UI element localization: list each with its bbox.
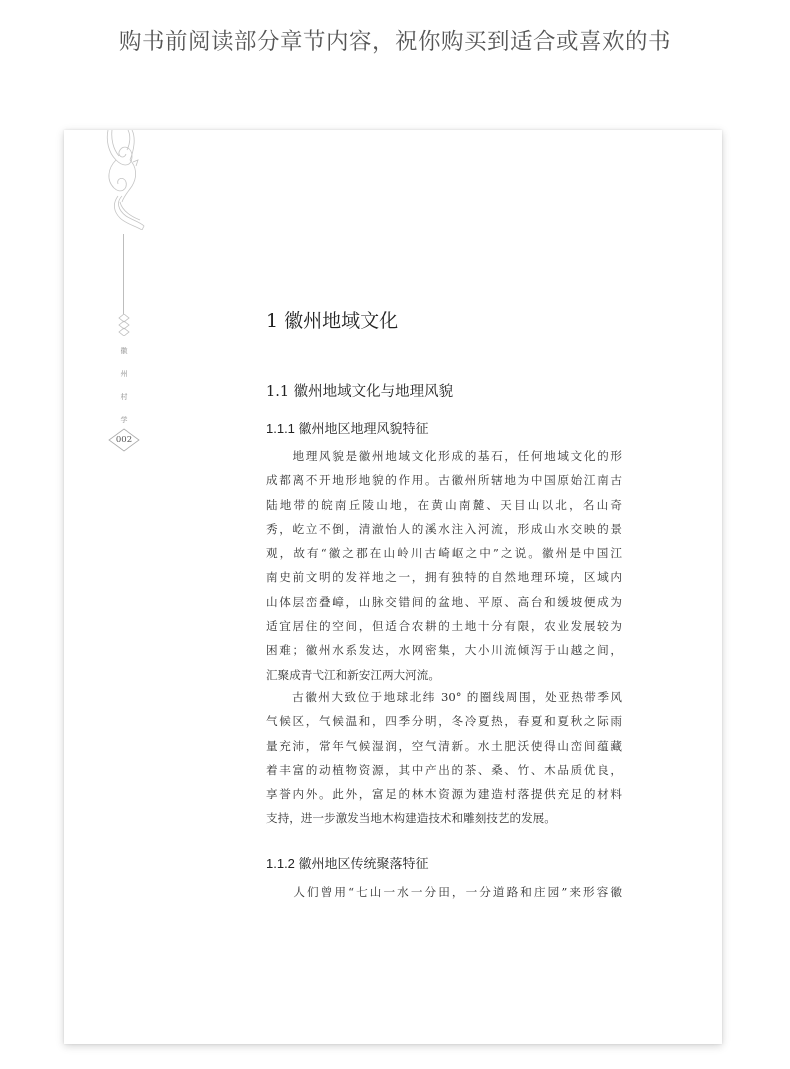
text-line: 秀，屹立不倒，清澈怡人的溪水注入河流，形成山水交映的景 xyxy=(266,521,622,536)
margin-divider-line xyxy=(123,234,124,314)
text-line: 量充沛，常年气候湿润，空气清新。水土肥沃使得山峦间蕴藏 xyxy=(266,738,622,753)
text-line: 人们曾用“七山一水一分田，一分道路和庄园”来形容徽 xyxy=(266,885,622,899)
running-head-char: 徽 xyxy=(120,347,128,355)
text-line: 陆地带的皖南丘陵山地，在黄山南麓、天目山以北，名山奇 xyxy=(266,497,622,512)
body-paragraph xyxy=(266,880,622,904)
text-line: 古徽州大致位于地球北纬 30° 的圈线周围，处亚热带季风 xyxy=(266,690,622,704)
text-line: 观，故有“徽之郡在山岭川古崎岖之中”之说。徽州是中国江 xyxy=(266,546,622,561)
running-head-char: 村 xyxy=(120,393,128,401)
vertical-running-head xyxy=(114,340,134,432)
text-line: 南史前文明的发祥地之一，拥有独特的自然地理环境，区域内 xyxy=(266,570,622,585)
page-number xyxy=(108,428,140,452)
text-line: 支持，进一步激发当地木构建造技术和雕刻技艺的发展。 xyxy=(266,811,556,826)
text-line: 适宜居住的空间，但适合农耕的土地十分有限，农业发展较为 xyxy=(266,619,622,634)
body-paragraph xyxy=(266,444,622,687)
text-line: 成都离不开地形地貌的作用。古徽州所辖地为中国原始江南古 xyxy=(266,473,622,488)
subsection-title: 1.1.2 徽州地区传统聚落特征 xyxy=(266,856,429,871)
section-title: 1.1 徽州地域文化与地理风貌 xyxy=(266,384,454,400)
text-line: 享誉内外。此外，富足的林木资源为建造村落提供充足的材料 xyxy=(266,787,622,802)
text-line: 困难；徽州水系发达，水网密集，大小川流倾泻于山越之间， xyxy=(266,643,622,658)
body-paragraph xyxy=(266,685,622,831)
triple-diamond-knot-icon xyxy=(117,314,131,336)
text-line: 气候区，气候温和，四季分明，冬冷夏热，春夏和夏秋之际雨 xyxy=(266,714,622,729)
chapter-title: 1 徽州地域文化 xyxy=(266,310,399,332)
subsection-title: 1.1.1 徽州地区地理风貌特征 xyxy=(266,421,429,436)
text-line: 地理风貌是徽州地域文化形成的基石，任何地域文化的形 xyxy=(266,449,622,463)
running-head-char: 学 xyxy=(120,416,128,424)
text-line: 着丰富的动植物资源，其中产出的茶、桑、竹、木品质优良， xyxy=(266,762,622,777)
text-line: 汇聚成青弋江和新安江两大河流。 xyxy=(266,667,440,682)
text-line: 山体层峦叠嶂，山脉交错间的盆地、平原、高台和缓坡便成为 xyxy=(266,594,622,609)
carved-scroll-ornament-icon xyxy=(102,130,146,230)
running-head-char: 州 xyxy=(120,370,128,378)
book-page xyxy=(64,130,722,1044)
preview-notice-banner: 购书前阅读部分章节内容，祝你购买到适合或喜欢的书 xyxy=(118,29,671,55)
page-number-text: 002 xyxy=(115,435,133,445)
